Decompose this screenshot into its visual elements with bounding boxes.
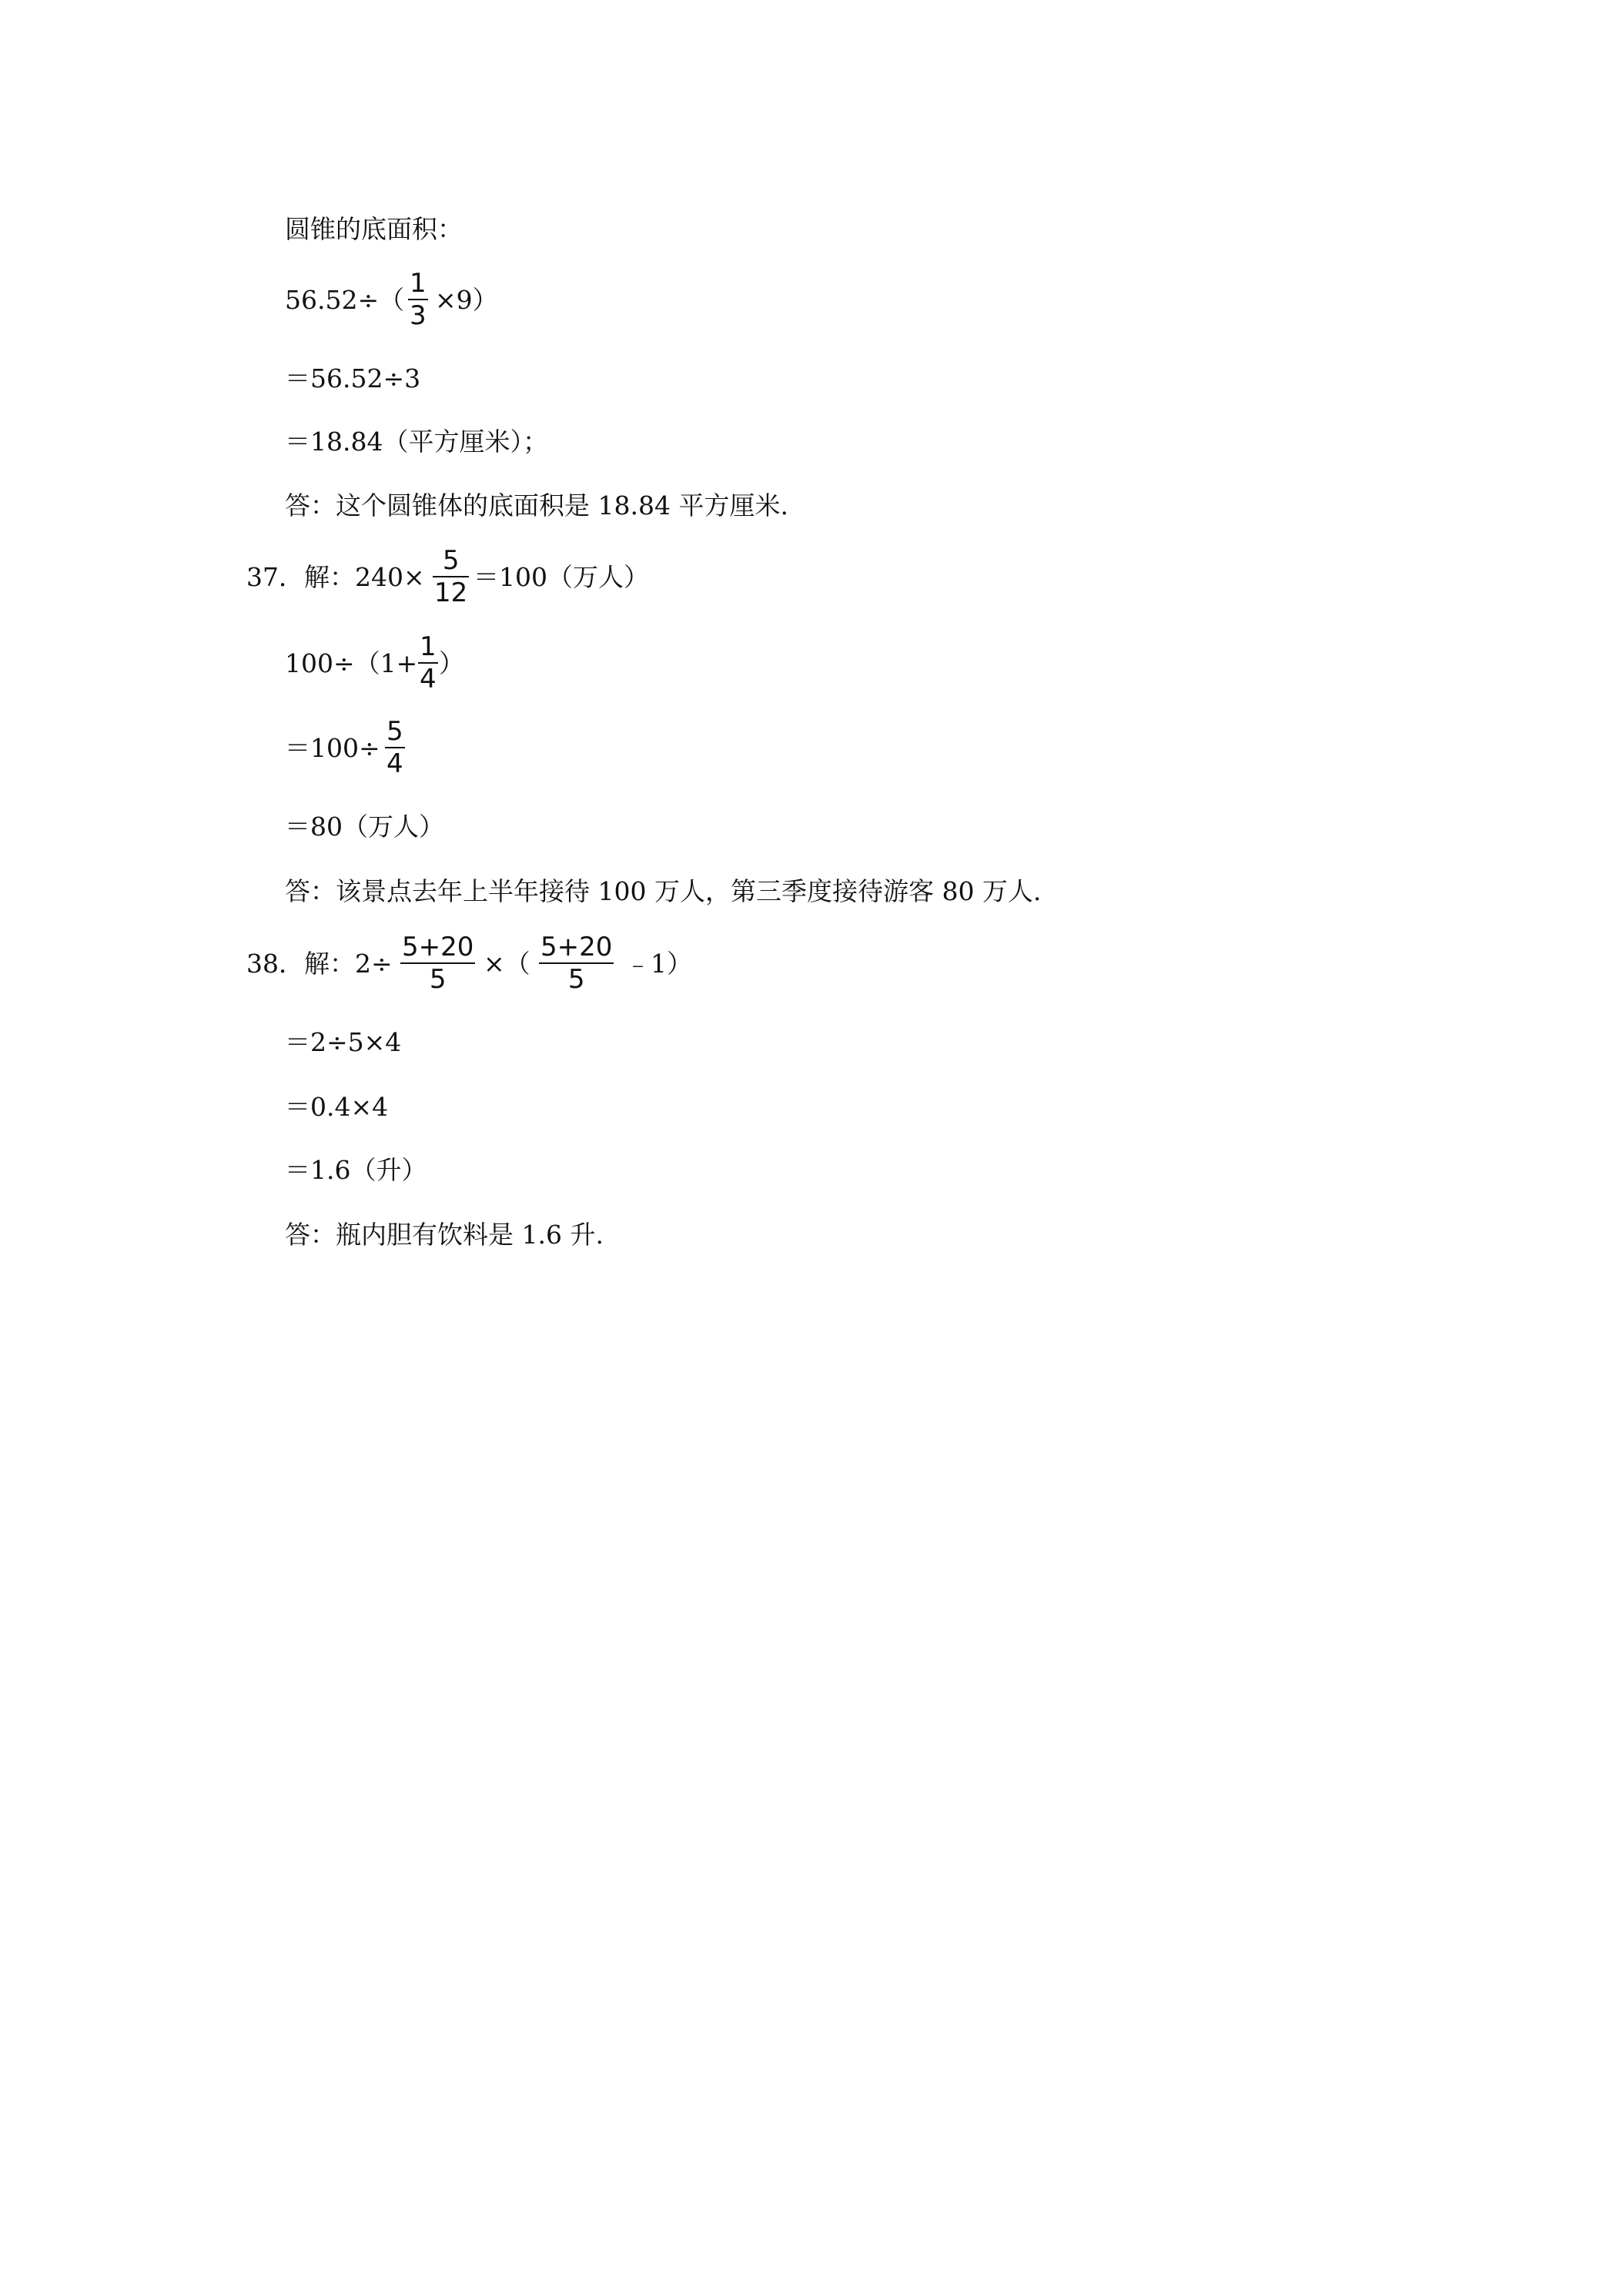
q37-label: 37．解：240×	[246, 562, 425, 592]
fraction-denominator: 5	[567, 964, 585, 995]
fraction-numerator: 1	[410, 268, 427, 299]
q37-result: ＝100（万人）	[474, 562, 649, 592]
q37-step2: ＝80（万人）	[285, 812, 444, 842]
q38-answer: 答：瓶内胆有饮料是 1.6 升.	[285, 1220, 604, 1250]
fraction-five-twelfths	[433, 545, 469, 608]
fraction-denominator: 12	[434, 577, 468, 608]
q37-expr-part2: ）	[439, 648, 464, 678]
expr-cone-part2: ×9）	[435, 285, 498, 315]
text-cone-heading: 圆锥的底面积：	[285, 214, 463, 244]
q38-step2: ＝0.4×4	[285, 1092, 389, 1122]
text-cone-step1: ＝56.52÷3	[285, 363, 421, 393]
text-cone-step2: ＝18.84（平方厘米）；	[285, 427, 548, 457]
fraction-numerator: 1	[420, 631, 437, 662]
fraction-denominator: 4	[387, 748, 403, 779]
text-cone-answer: 答：这个圆锥体的底面积是 18.84 平方厘米.	[285, 490, 788, 520]
fraction-denominator: 5	[429, 964, 447, 995]
q38-step1: ＝2÷5×4	[285, 1027, 402, 1057]
q38-label: 38．解：2÷	[246, 949, 393, 979]
fraction-denominator: 4	[420, 664, 437, 694]
fraction-numerator: 5+20	[540, 932, 613, 962]
fraction-numerator: 5	[442, 545, 460, 576]
expr-cone-part1: 56.52÷（	[285, 285, 405, 315]
fraction-numerator: 5	[387, 716, 403, 747]
fraction-one-quarter	[418, 631, 438, 694]
q38-mid: ×（	[484, 949, 530, 979]
fraction-one-third	[408, 268, 428, 331]
q38-tail: ﹣1）	[625, 949, 692, 979]
fraction-five-quarters	[385, 716, 405, 779]
q37-answer: 答：该景点去年上半年接待 100 万人，第三季度接待游客 80 万人.	[285, 876, 1042, 906]
fraction-25-over-5-first	[400, 932, 475, 995]
q38-step3: ＝1.6（升）	[285, 1155, 427, 1185]
fraction-denominator: 3	[410, 300, 427, 331]
q37-expr-part1: 100÷（1+	[285, 648, 418, 678]
fraction-25-over-5-second	[539, 932, 614, 995]
q37-step1: ＝100÷	[285, 733, 380, 763]
fraction-numerator: 5+20	[402, 932, 474, 962]
